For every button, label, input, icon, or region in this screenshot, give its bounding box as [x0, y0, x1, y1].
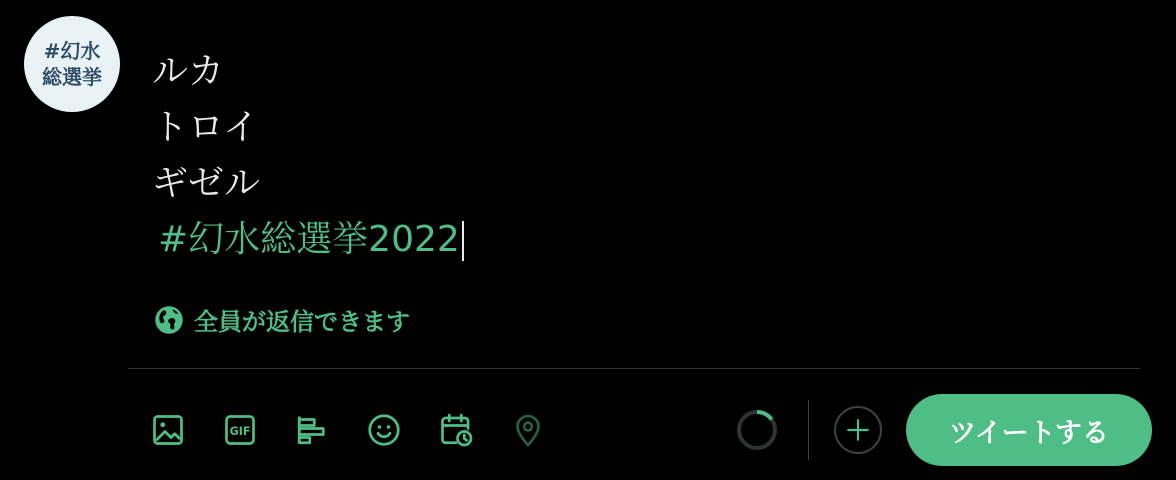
tweet-text-area[interactable] — [152, 44, 464, 268]
poll-button[interactable] — [294, 408, 330, 452]
schedule-button[interactable] — [438, 408, 474, 452]
tweet-line-3: ギゼル — [152, 163, 261, 204]
tweet-line-2: トロイ — [152, 107, 259, 148]
hashtag-link[interactable]: #幻水総選挙2022 — [158, 219, 460, 260]
tweet-button[interactable]: ツイートする — [906, 394, 1152, 466]
location-button[interactable] — [510, 408, 546, 452]
location-icon — [510, 412, 546, 448]
image-icon — [150, 412, 186, 448]
emoji-icon — [366, 412, 402, 448]
tweet-line-4 — [152, 212, 464, 268]
avatar-text-line1: #幻水 — [43, 39, 101, 63]
globe-icon — [154, 305, 184, 335]
text-caret — [462, 221, 464, 261]
reply-setting-button[interactable] — [154, 302, 410, 337]
avatar-text-line2: 総選挙 — [42, 65, 102, 89]
reply-setting-label: 全員が返信できます — [194, 308, 410, 336]
emoji-button[interactable] — [366, 408, 402, 452]
character-count-ring — [736, 409, 778, 451]
avatar[interactable] — [24, 16, 120, 112]
gif-button[interactable] — [222, 408, 258, 452]
divider — [128, 368, 1140, 369]
media-button[interactable] — [150, 408, 186, 452]
compose-toolbar — [150, 408, 546, 452]
add-tweet-button[interactable] — [834, 406, 882, 454]
gif-icon — [222, 412, 258, 448]
toolbar-separator — [808, 400, 809, 460]
svg-text:GIF: GIF — [229, 424, 251, 438]
plus-icon — [845, 417, 871, 443]
poll-icon — [294, 412, 330, 448]
tweet-line-1: ルカ — [152, 51, 225, 92]
schedule-icon — [438, 412, 474, 448]
